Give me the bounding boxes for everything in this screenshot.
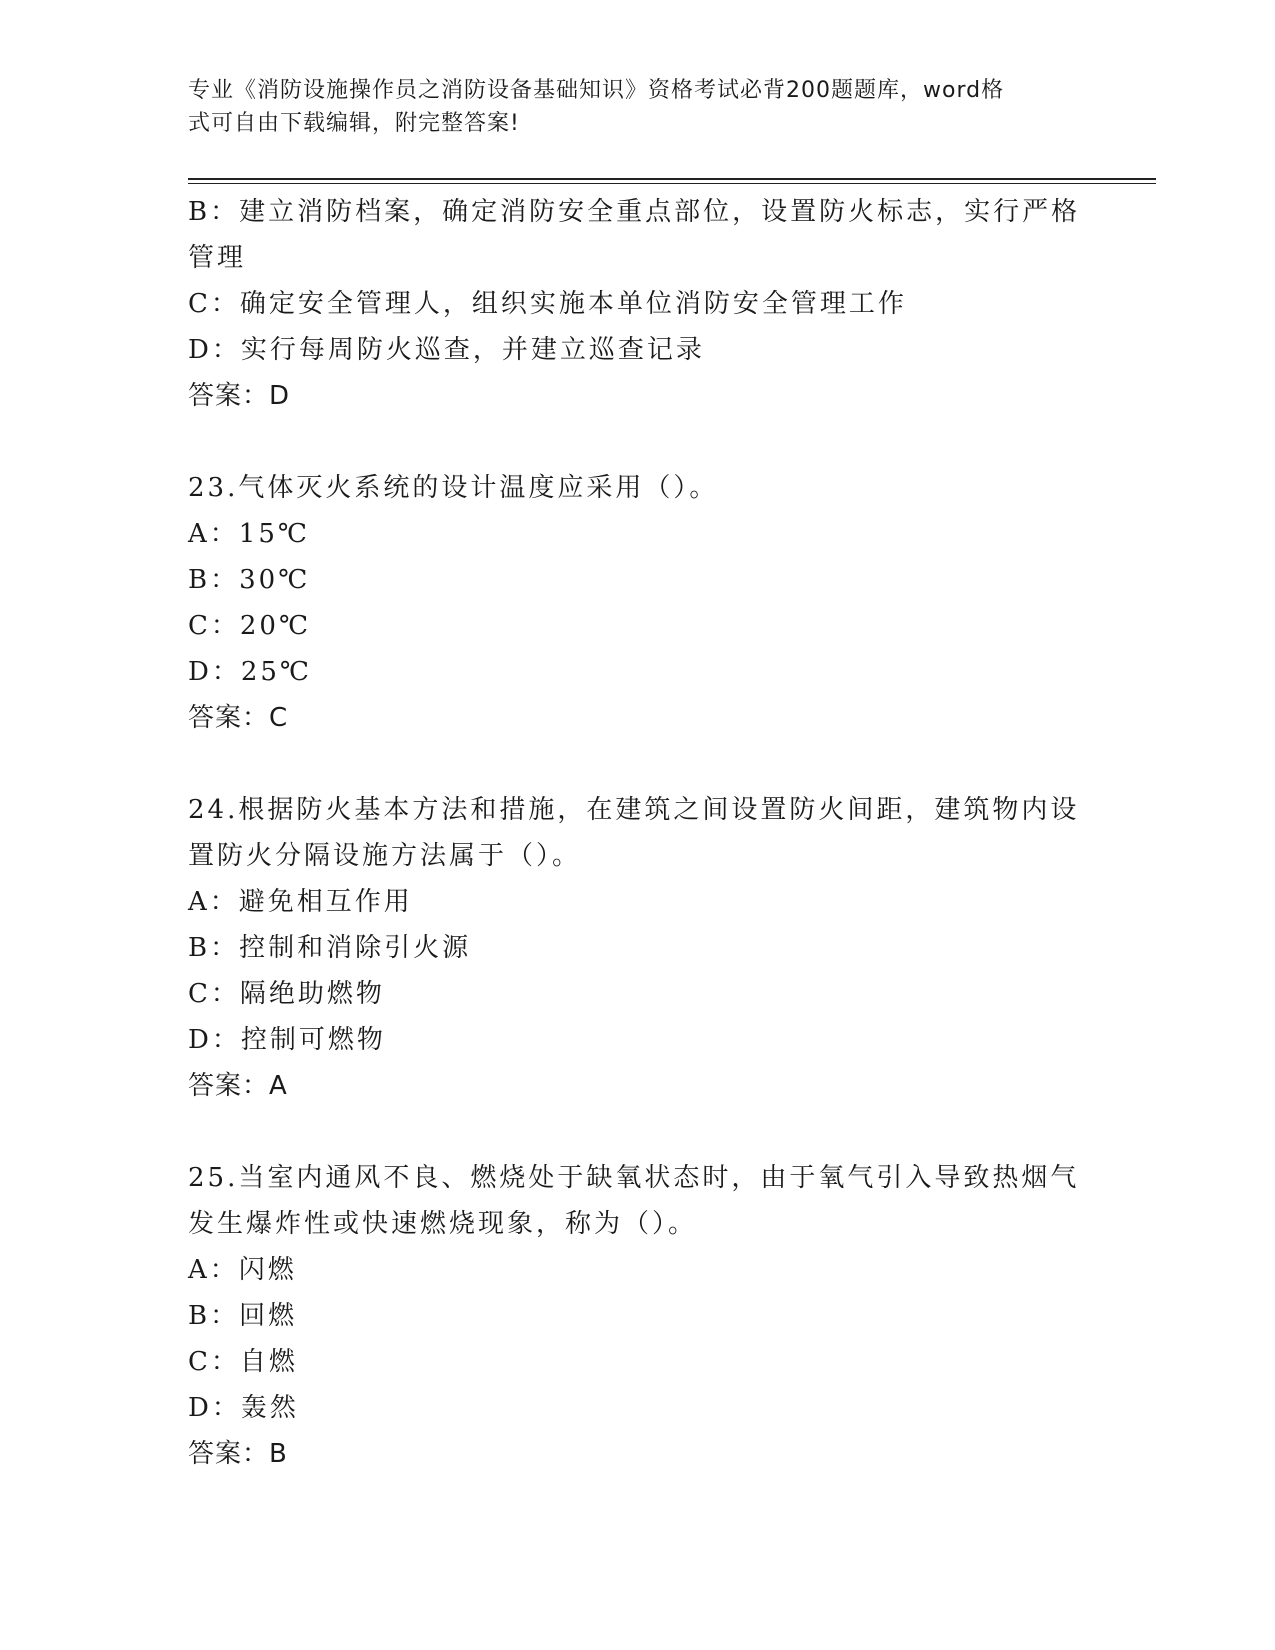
option-d: D：实行每周防火巡查，并建立巡查记录	[188, 335, 705, 365]
header-line-2: 式可自由下载编辑，附完整答案!	[188, 111, 520, 136]
option-b-line-2: 管理	[188, 243, 247, 273]
header-rule-thick	[188, 178, 1156, 180]
answer: 答案：B	[188, 1439, 288, 1469]
question-list	[188, 189, 1088, 1523]
option-c: C：自燃	[188, 1347, 298, 1377]
question-text-line-2: 发生爆炸性或快速燃烧现象，称为（）。	[188, 1209, 698, 1239]
option-c: C：确定安全管理人，组织实施本单位消防安全管理工作	[188, 289, 907, 319]
question-24	[188, 787, 1088, 1109]
answer: 答案：C	[188, 703, 289, 733]
document-header	[188, 74, 1068, 140]
question-text-line-1: 25.当室内通风不良、燃烧处于缺氧状态时，由于氧气引入导致热烟气	[188, 1163, 1080, 1193]
option-d: D：25℃	[188, 657, 313, 687]
question-23	[188, 465, 1088, 741]
option-a: A：避免相互作用	[188, 887, 413, 917]
option-c: C：隔绝助燃物	[188, 979, 385, 1009]
answer: 答案：D	[188, 381, 291, 411]
option-d: D：轰然	[188, 1393, 299, 1423]
option-b-line-1: B：建立消防档案，确定消防安全重点部位，设置防火标志，实行严格	[188, 197, 1081, 227]
question-text: 23.气体灭火系统的设计温度应采用（）。	[188, 473, 719, 503]
header-rule-thin	[188, 183, 1156, 184]
answer: 答案：A	[188, 1071, 288, 1101]
question-text-line-1: 24.根据防火基本方法和措施，在建筑之间设置防火间距，建筑物内设	[188, 795, 1080, 825]
option-b: B：30℃	[188, 565, 311, 595]
option-a: A：15℃	[188, 519, 310, 549]
option-d: D：控制可燃物	[188, 1025, 386, 1055]
question-25	[188, 1155, 1088, 1477]
option-c: C：20℃	[188, 611, 312, 641]
header-line-1: 专业《消防设施操作员之消防设备基础知识》资格考试必背200题题库，word格	[188, 78, 1005, 103]
option-b: B：回燃	[188, 1301, 298, 1331]
question-text-line-2: 置防火分隔设施方法属于（）。	[188, 841, 582, 871]
option-b: B：控制和消除引火源	[188, 933, 472, 963]
question-22	[188, 189, 1088, 419]
option-a: A：闪燃	[188, 1255, 297, 1285]
